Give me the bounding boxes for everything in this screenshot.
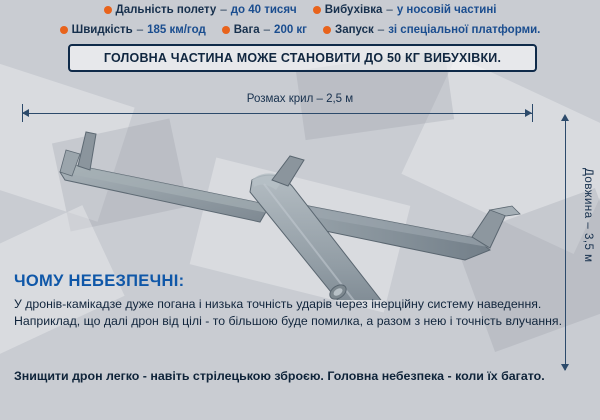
spec-label: Вага: [233, 24, 260, 36]
bullet-icon: [222, 26, 230, 34]
spec-label: Запуск: [334, 24, 374, 36]
spec-row-2: [0, 20, 600, 40]
warning-banner: ГОЛОВНА ЧАСТИНА МОЖЕ СТАНОВИТИ ДО 50 КГ ВИБУХІВКИ.: [68, 44, 537, 72]
spec-dash: –: [263, 24, 271, 36]
drone-left-wing: [60, 165, 270, 222]
spec-value: до 40 тисяч: [230, 4, 297, 16]
length-line: [565, 120, 566, 370]
bullet-icon: [313, 6, 321, 14]
body-paragraph: У дронів-камікадзе дуже погана і низька точність ударів через інерційну систему наведення. Наприклад, що далі дрон від цілі - то більшою буде помилка, а разом з нею і точність влучання.: [14, 297, 562, 328]
spec-label: Швидкість: [71, 24, 133, 36]
spec-item-speed: [60, 24, 206, 36]
spec-label: Дальність полету: [115, 4, 217, 16]
spec-dash: –: [220, 4, 227, 16]
spec-dash: –: [377, 24, 385, 36]
spec-label: Вибухівка: [324, 4, 383, 16]
spec-item-range: [104, 4, 297, 16]
wingspan-label: Розмах крил – 2,5 м: [246, 93, 354, 105]
why-dangerous-body: [14, 296, 574, 329]
bullet-icon: [323, 26, 331, 34]
drone-center-fin: [272, 156, 304, 186]
spec-item-weight: [222, 24, 307, 36]
spec-value: 185 км/год: [147, 24, 206, 36]
arrow-up-icon: [561, 114, 569, 121]
spec-rows: [0, 0, 600, 40]
spec-value: у носовій частині: [396, 4, 497, 16]
spec-dash: –: [386, 4, 393, 16]
spec-dash: –: [136, 24, 144, 36]
length-label: Довжина – 3,5 м: [582, 168, 594, 263]
why-dangerous-title: ЧОМУ НЕБЕЗПЕЧНІ:: [14, 272, 185, 290]
bullet-icon: [104, 6, 112, 14]
spec-row-1: [0, 0, 600, 20]
spec-value: 200 кг: [274, 24, 307, 36]
drone-right-winglet: [472, 206, 520, 248]
footer-note: Знищити дрон легко - навіть стрілецькою зброєю. Головна небезпека - коли їх багато.: [14, 369, 545, 383]
bullet-icon: [60, 26, 68, 34]
spec-item-warhead: [313, 4, 497, 16]
spec-item-launch: [323, 24, 540, 36]
spec-value: зі спеціальної платформи.: [388, 24, 541, 36]
